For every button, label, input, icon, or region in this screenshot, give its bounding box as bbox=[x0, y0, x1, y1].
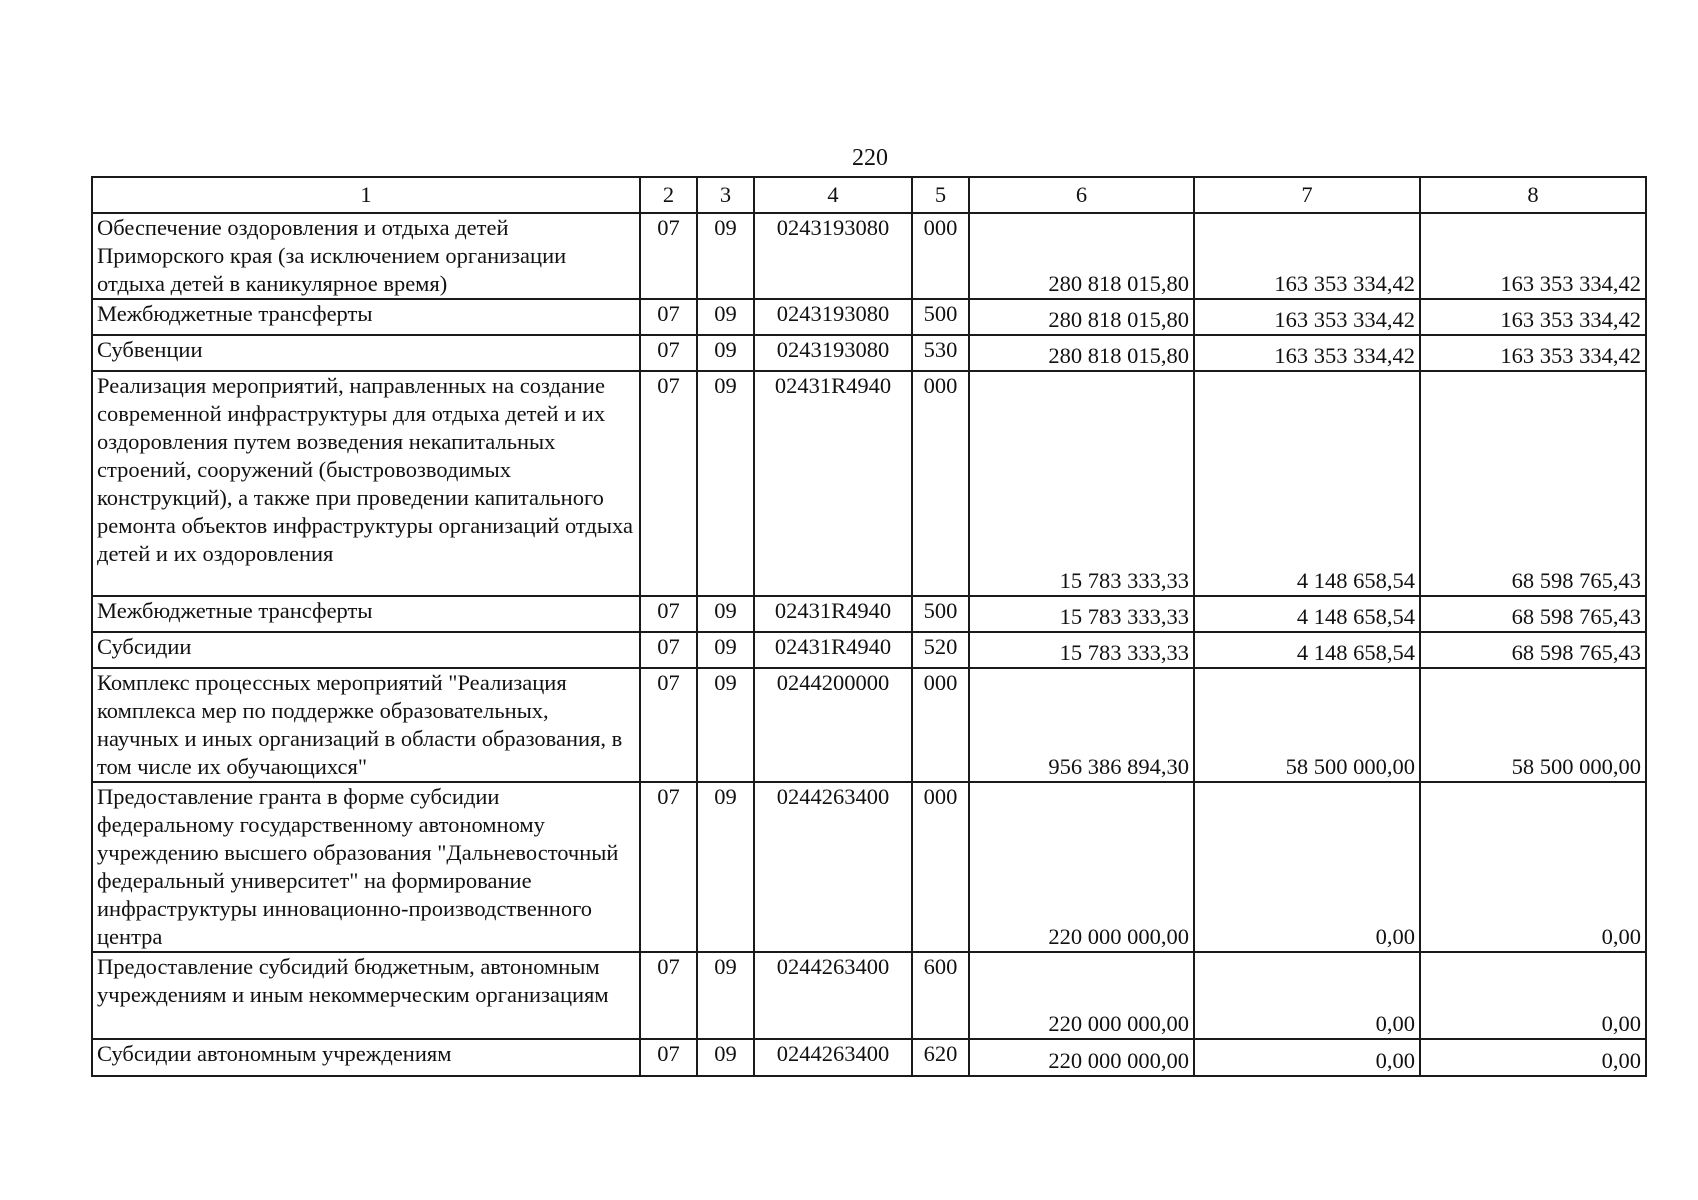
target-article-code: 0244200000 bbox=[754, 668, 912, 782]
amount-col-6: 15 783 333,33 bbox=[969, 371, 1194, 596]
expense-type-code: 000 bbox=[912, 213, 969, 299]
column-header-4: 4 bbox=[754, 177, 912, 213]
amount-col-7: 0,00 bbox=[1194, 952, 1420, 1039]
column-header-3: 3 bbox=[697, 177, 754, 213]
section-code: 07 bbox=[640, 1039, 697, 1076]
table-row bbox=[92, 632, 1646, 668]
table-row bbox=[92, 782, 1646, 952]
expense-type-code: 500 bbox=[912, 299, 969, 335]
amount-col-6: 15 783 333,33 bbox=[969, 596, 1194, 632]
row-name: Предоставление гранта в форме субсидии федеральному государственному автономному учреждению высшего образования "Дальневосточный федеральный университет" на формирование инфраструктуры инновационно-производственного центра bbox=[92, 782, 640, 952]
row-name: Предоставление субсидий бюджетным, автономным учреждениям и иным некоммерческим организациям bbox=[92, 952, 640, 1039]
amount-col-8: 58 500 000,00 bbox=[1420, 668, 1646, 782]
section-code: 07 bbox=[640, 632, 697, 668]
table-row bbox=[92, 335, 1646, 371]
section-code: 07 bbox=[640, 335, 697, 371]
amount-col-6: 15 783 333,33 bbox=[969, 632, 1194, 668]
section-code: 07 bbox=[640, 952, 697, 1039]
amount-col-8: 163 353 334,42 bbox=[1420, 299, 1646, 335]
row-name: Субсидии bbox=[92, 632, 640, 668]
header-row bbox=[92, 177, 1646, 213]
row-name: Межбюджетные трансферты bbox=[92, 299, 640, 335]
column-header-8: 8 bbox=[1420, 177, 1646, 213]
amount-col-6: 220 000 000,00 bbox=[969, 952, 1194, 1039]
target-article-code: 0243193080 bbox=[754, 335, 912, 371]
subsection-code: 09 bbox=[697, 632, 754, 668]
section-code: 07 bbox=[640, 213, 697, 299]
column-header-7: 7 bbox=[1194, 177, 1420, 213]
table-row bbox=[92, 596, 1646, 632]
subsection-code: 09 bbox=[697, 299, 754, 335]
section-code: 07 bbox=[640, 668, 697, 782]
subsection-code: 09 bbox=[697, 213, 754, 299]
table-row bbox=[92, 1039, 1646, 1076]
amount-col-8: 163 353 334,42 bbox=[1420, 335, 1646, 371]
budget-table bbox=[91, 176, 1647, 1077]
target-article-code: 02431R4940 bbox=[754, 632, 912, 668]
amount-col-8: 0,00 bbox=[1420, 1039, 1646, 1076]
row-name: Межбюджетные трансферты bbox=[92, 596, 640, 632]
table-row bbox=[92, 952, 1646, 1039]
section-code: 07 bbox=[640, 782, 697, 952]
expense-type-code: 530 bbox=[912, 335, 969, 371]
subsection-code: 09 bbox=[697, 668, 754, 782]
amount-col-6: 280 818 015,80 bbox=[969, 213, 1194, 299]
target-article-code: 0243193080 bbox=[754, 213, 912, 299]
subsection-code: 09 bbox=[697, 1039, 754, 1076]
column-header-2: 2 bbox=[640, 177, 697, 213]
table-row bbox=[92, 668, 1646, 782]
amount-col-6: 220 000 000,00 bbox=[969, 782, 1194, 952]
target-article-code: 02431R4940 bbox=[754, 371, 912, 596]
amount-col-6: 956 386 894,30 bbox=[969, 668, 1194, 782]
target-article-code: 0244263400 bbox=[754, 1039, 912, 1076]
expense-type-code: 000 bbox=[912, 668, 969, 782]
amount-col-8: 0,00 bbox=[1420, 782, 1646, 952]
amount-col-7: 4 148 658,54 bbox=[1194, 632, 1420, 668]
expense-type-code: 000 bbox=[912, 371, 969, 596]
target-article-code: 0244263400 bbox=[754, 952, 912, 1039]
amount-col-6: 280 818 015,80 bbox=[969, 335, 1194, 371]
target-article-code: 0243193080 bbox=[754, 299, 912, 335]
table-row bbox=[92, 371, 1646, 596]
column-header-1: 1 bbox=[92, 177, 640, 213]
page-number: 220 bbox=[852, 145, 888, 171]
row-name: Субвенции bbox=[92, 335, 640, 371]
row-name: Комплекс процессных мероприятий "Реализация комплекса мер по поддержке образовательных, научных и иных организаций в области образования, в том числе их обучающихся" bbox=[92, 668, 640, 782]
expense-type-code: 000 bbox=[912, 782, 969, 952]
expense-type-code: 600 bbox=[912, 952, 969, 1039]
amount-col-7: 4 148 658,54 bbox=[1194, 371, 1420, 596]
column-header-6: 6 bbox=[969, 177, 1194, 213]
expense-type-code: 520 bbox=[912, 632, 969, 668]
section-code: 07 bbox=[640, 299, 697, 335]
amount-col-8: 0,00 bbox=[1420, 952, 1646, 1039]
target-article-code: 0244263400 bbox=[754, 782, 912, 952]
amount-col-8: 68 598 765,43 bbox=[1420, 596, 1646, 632]
expense-type-code: 620 bbox=[912, 1039, 969, 1076]
subsection-code: 09 bbox=[697, 782, 754, 952]
amount-col-8: 68 598 765,43 bbox=[1420, 371, 1646, 596]
amount-col-8: 163 353 334,42 bbox=[1420, 213, 1646, 299]
section-code: 07 bbox=[640, 596, 697, 632]
amount-col-8: 68 598 765,43 bbox=[1420, 632, 1646, 668]
subsection-code: 09 bbox=[697, 371, 754, 596]
amount-col-7: 163 353 334,42 bbox=[1194, 213, 1420, 299]
amount-col-7: 0,00 bbox=[1194, 1039, 1420, 1076]
amount-col-7: 163 353 334,42 bbox=[1194, 335, 1420, 371]
amount-col-6: 220 000 000,00 bbox=[969, 1039, 1194, 1076]
table-row bbox=[92, 213, 1646, 299]
row-name: Субсидии автономным учреждениям bbox=[92, 1039, 640, 1076]
section-code: 07 bbox=[640, 371, 697, 596]
amount-col-6: 280 818 015,80 bbox=[969, 299, 1194, 335]
subsection-code: 09 bbox=[697, 596, 754, 632]
subsection-code: 09 bbox=[697, 952, 754, 1039]
subsection-code: 09 bbox=[697, 335, 754, 371]
amount-col-7: 4 148 658,54 bbox=[1194, 596, 1420, 632]
table-row bbox=[92, 299, 1646, 335]
column-header-5: 5 bbox=[912, 177, 969, 213]
row-name: Реализация мероприятий, направленных на создание современной инфраструктуры для отдыха детей и их оздоровления путем возведения некапитальных строений, сооружений (быстровозводимых конструкций), а также при проведении капитального ремонта объектов инфраструктуры организаций отдыха детей и их оздоровления bbox=[92, 371, 640, 596]
target-article-code: 02431R4940 bbox=[754, 596, 912, 632]
amount-col-7: 58 500 000,00 bbox=[1194, 668, 1420, 782]
row-name: Обеспечение оздоровления и отдыха детей Приморского края (за исключением организации отдыха детей в каникулярное время) bbox=[92, 213, 640, 299]
amount-col-7: 163 353 334,42 bbox=[1194, 299, 1420, 335]
expense-type-code: 500 bbox=[912, 596, 969, 632]
amount-col-7: 0,00 bbox=[1194, 782, 1420, 952]
